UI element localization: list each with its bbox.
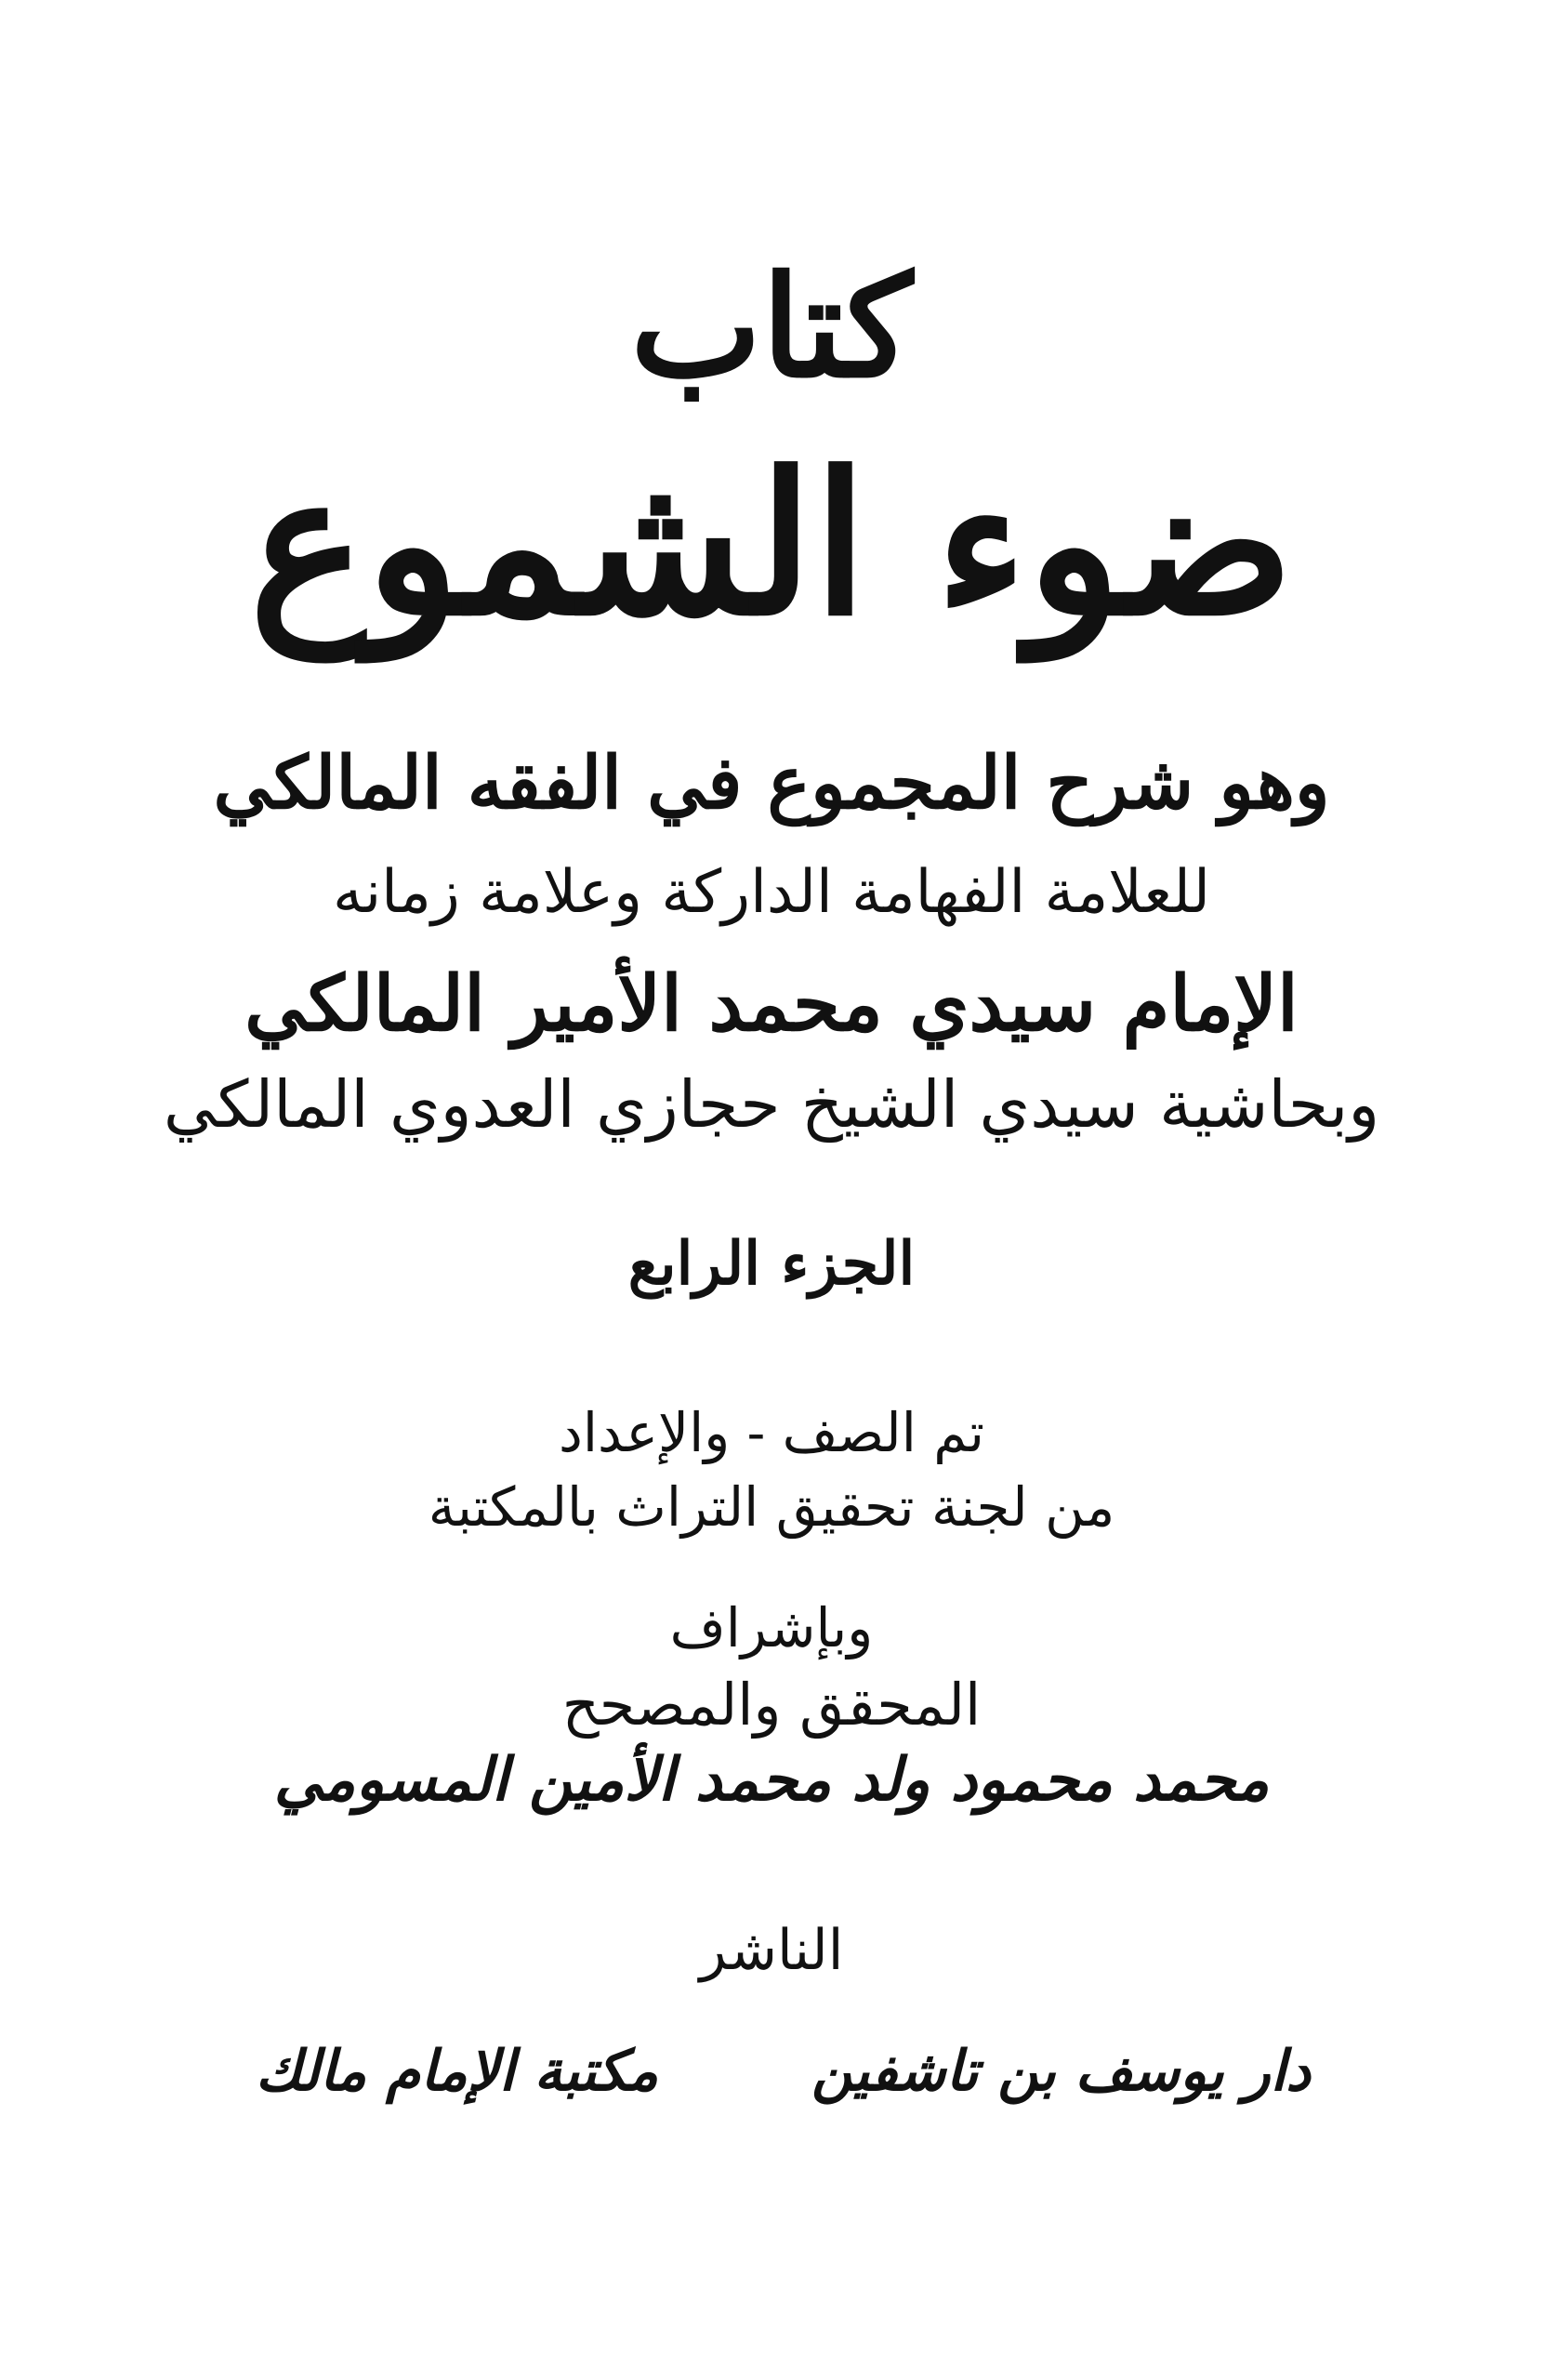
book-title: ضوء الشموع (249, 430, 1294, 659)
book-label: كتاب (630, 245, 913, 409)
typesetting-line-1: تم الصف - والإعداد (559, 1401, 984, 1464)
subtitle-line-3: الإمام سيدي محمد الأمير المالكي (244, 959, 1299, 1049)
typesetting-line-2: من لجنة تحقيق التراث بالمكتبة (428, 1475, 1115, 1539)
subtitle-line-1: وهو شرح المجموع في الفقه المالكي (213, 741, 1330, 826)
publisher-label: الناشر (699, 1918, 844, 1983)
supervision-line-2: المحقق والمصحح (561, 1671, 982, 1739)
subtitle-line-4: وبحاشية سيدي الشيخ حجازي العدوي المالكي (163, 1066, 1380, 1143)
supervision-line-1: وبإشراف (669, 1596, 874, 1659)
publisher-name-2: مكتبة الإمام مالك (256, 2039, 659, 2104)
publisher-name-1: دار يوسف بن تاشفين (811, 2039, 1311, 2104)
editor-name: محمد محمود ولد محمد الأمين المسومي (273, 1745, 1270, 1815)
subtitle-line-2: للعلامة الفهامة الداركة وعلامة زمانه (333, 858, 1210, 927)
volume-label: الجزء الرابع (627, 1229, 916, 1299)
